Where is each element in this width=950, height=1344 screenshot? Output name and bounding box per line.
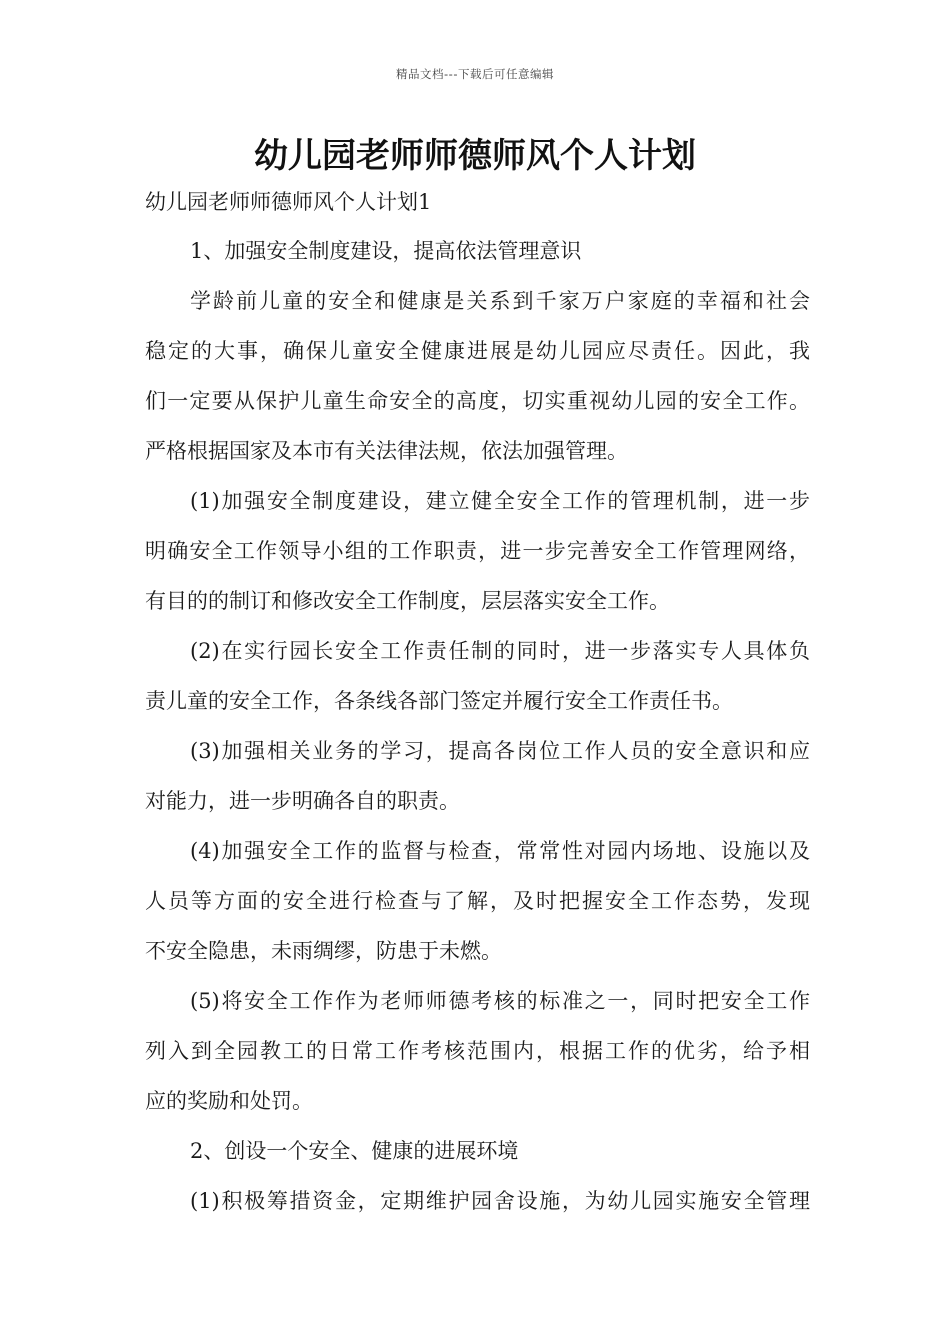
paragraph-line: 有目的的制订和修改安全工作制度，层层落实安全工作。 xyxy=(145,589,670,613)
header-watermark: 精品文档---下载后可任意编辑 xyxy=(396,67,554,81)
document-title: 幼儿园老师师德师风个人计划 xyxy=(254,136,696,176)
paragraph-line: (2)在实行园长安全工作责任制的同时，进一步落实专人具体负 xyxy=(190,639,810,663)
paragraph-line: 不安全隐患，未雨绸缪，防患于未燃。 xyxy=(145,939,502,963)
paragraph-line: 列入到全园教工的日常工作考核范围内，根据工作的优劣，给予相 xyxy=(145,1039,810,1063)
paragraph-line: 人员等方面的安全进行检查与了解，及时把握安全工作态势，发现 xyxy=(145,889,810,913)
document-subtitle: 幼儿园老师师德师风个人计划1 xyxy=(145,190,432,214)
paragraph-line: 们一定要从保护儿童生命安全的高度，切实重视幼儿园的安全工作。 xyxy=(145,389,810,413)
paragraph-line: 学龄前儿童的安全和健康是关系到千家万户家庭的幸福和社会 xyxy=(190,289,810,313)
section-heading: 1、加强安全制度建设，提高依法管理意识 xyxy=(190,239,582,263)
paragraph-line: (5)将安全工作作为老师师德考核的标准之一，同时把安全工作 xyxy=(190,989,810,1013)
paragraph-line: 明确安全工作领导小组的工作职责，进一步完善安全工作管理网络， xyxy=(145,539,810,563)
paragraph-line: 稳定的大事，确保儿童安全健康进展是幼儿园应尽责任。因此，我 xyxy=(145,339,810,363)
paragraph-line: (3)加强相关业务的学习，提高各岗位工作人员的安全意识和应 xyxy=(190,739,810,763)
paragraph-line: 严格根据国家及本市有关法律法规，依法加强管理。 xyxy=(145,439,628,463)
paragraph-line: 对能力，进一步明确各自的职责。 xyxy=(145,789,460,813)
paragraph-line: 应的奖励和处罚。 xyxy=(145,1089,313,1113)
paragraph-line: (1)积极筹措资金，定期维护园舍设施，为幼儿园实施安全管理 xyxy=(190,1189,810,1213)
paragraph-line: 责儿童的安全工作，各条线各部门签定并履行安全工作责任书。 xyxy=(145,689,733,713)
paragraph-line: (1)加强安全制度建设，建立健全安全工作的管理机制，进一步 xyxy=(190,489,810,513)
paragraph-line: (4)加强安全工作的监督与检查，常常性对园内场地、设施以及 xyxy=(190,839,810,863)
section-heading: 2、创设一个安全、健康的进展环境 xyxy=(190,1139,519,1163)
